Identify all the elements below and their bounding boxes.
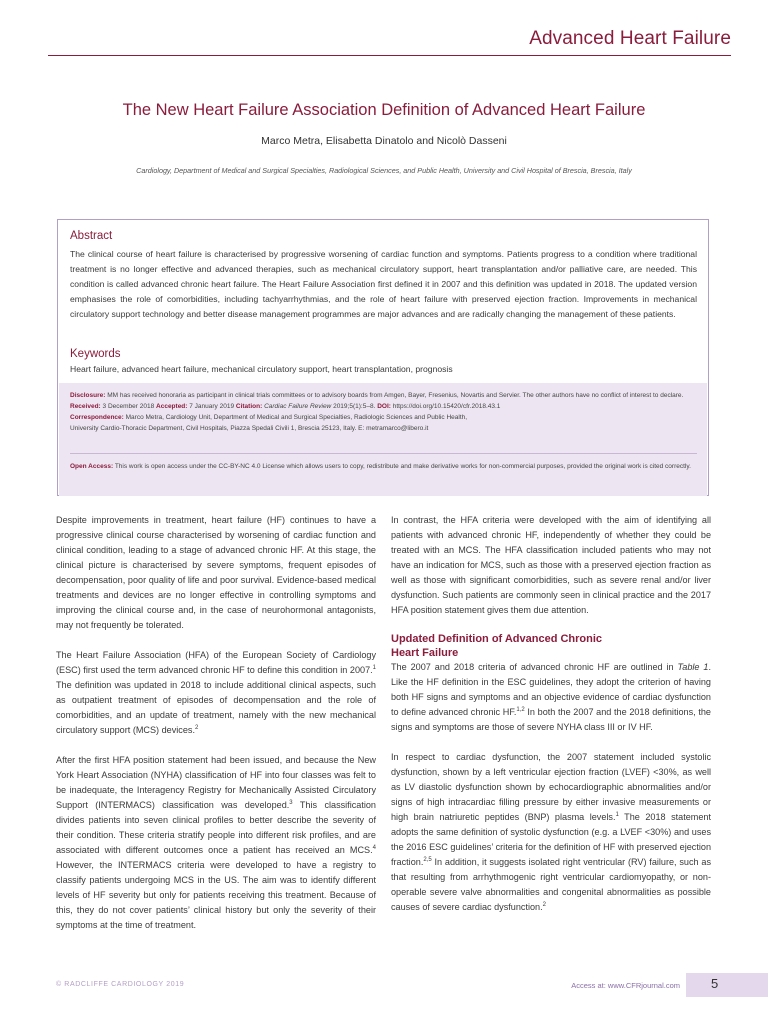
citation-text: 2019;5(1):5–8. [333, 403, 376, 410]
accepted-date: 7 January 2019 [189, 403, 235, 410]
footer-access-link[interactable]: Access at: www.CFRjournal.com [571, 981, 680, 990]
paragraph-text: In respect to cardiac dysfunction, the 2007 statement included systolic dysfunction, shown by a left ventricular ejection fraction (LVEF) <30%, as well as LV diastolic dysfunction shown by echocardiographic abnormalities and/or signs of high intracardiac filling pressure by either invasive measurements or high brain natriuretic peptides (BNP) plasma levels. [391, 752, 711, 822]
reference-marker: 3 [289, 799, 293, 806]
reference-marker: 1 [372, 664, 376, 671]
reference-marker: 1,2 [516, 706, 525, 713]
open-access-text: This work is open access under the CC-BY-NC 4.0 License which allows users to copy, redistribute and make derivative works for non-commercial purposes, provided the original work is cited correctly. [114, 463, 691, 470]
paragraph-text: After the first HFA position statement had been issued, and because the New York Heart Association (NYHA) classification of HF into four classes was felt to be inadequate, the Interagency Registry for Mechanically Assisted Circulatory Support (INTERMACS) classification was developed. [56, 755, 376, 810]
paragraph-text: . Like the HF definition in the ESC guidelines, they adopt the criterion of having both HF signs and symptoms and an objective evidence of cardiac dysfunction to define advanced chronic HF. [391, 662, 711, 717]
paragraph-text: This classification divides patients into seven clinical profiles to better describe the severity of their condition. These criteria stratify people into different risk profiles, and are associated with different outcomes once a patient has received an MCS. [56, 800, 376, 855]
paragraph-text: The Heart Failure Association (HFA) of the European Society of Cardiology (ESC) first used the term advanced chronic HF to define this condition in 2007. [56, 650, 376, 675]
correspondence-line1: Marco Metra, Cardiology Unit, Department of Medical and Surgical Specialties, Radiologic Sciences and Public Health, [125, 414, 468, 421]
body-column-right [391, 513, 711, 915]
reference-marker: 1 [615, 811, 619, 818]
paragraph: In contrast, the HFA criteria were developed with the aim of identifying all patients with advanced chronic HF, independently of whether they could be treated with an MCS. The HFA classification included patients who may not have an indication for MCS, such as those with a preserved ejection fraction as well as those with significant comorbidities, such as severe renal and/or liver dysfunction. Such patients are commonly seen in clinical practice and the 2017 HFA position statement gives them due attention. [391, 515, 711, 615]
paragraph-text: The definition was updated in 2018 to include additional clinical aspects, such as outpatient treatment of episodes of decompensation and the role of comorbidities, and an update of treatment, namely with the new mechanical circulatory support (MCS) devices. [56, 680, 376, 735]
paragraph-text: The 2007 and 2018 criteria of advanced chronic HF are outlined in [391, 662, 678, 672]
section-heading-line: Updated Definition of Advanced Chronic [391, 633, 603, 645]
article-info-panel [59, 383, 707, 496]
paragraph [56, 648, 376, 738]
dates-citation [70, 401, 697, 412]
page-number-tab [686, 973, 768, 997]
keywords-heading: Keywords [70, 348, 121, 360]
paragraph-text: In addition, it suggests isolated right ventricular (RV) failure, such as that resulting from arrhythmogenic right ventricular cardiomyopathy, or non-operable severe valve abnormalities and congenital abnormalities as possible causes of severe cardiac dysfunction. [391, 857, 711, 912]
footer-copyright: © RADCLIFFE CARDIOLOGY 2019 [56, 981, 185, 988]
abstract-box [57, 219, 709, 496]
section-heading [391, 632, 711, 660]
paragraph: Despite improvements in treatment, heart failure (HF) continues to have a progressive clinical course characterised by worsening of cardiac function and clinical condition, leading to a stage of advanced chronic HF. At this stage, the clinical picture is characterised by severe symptoms, frequent episodes of decompensation, poor quality of life and poor survival. Evidence-based medical treatments and devices are no longer effective in controlling symptoms and improving the clinical course and, in the case of neurohormonal antagonists, may not frequently be tolerated. [56, 515, 376, 630]
doi-link[interactable]: https://doi.org/10.15420/cfr.2018.43.1 [392, 403, 501, 410]
accepted-label: Accepted: [156, 403, 188, 410]
paragraph [391, 750, 711, 915]
correspondence-label: Correspondence: [70, 414, 124, 421]
abstract-text: The clinical course of heart failure is characterised by progressive worsening of cardiac function and symptoms. Patients progress to a condition where traditional treatment is no longer effective and advanced therapies, such as mechanical circulatory support, heart transplantation and/or palliative care, are needed. This condition is called advanced chronic heart failure. The Heart Failure Association first defined it in 2007 and this definition was updated in 2018. The updated version emphasises the role of comorbidities, including tachyarrhythmias, and the role of heart failure with preserved ejection fraction. Improvements in mechanical circulatory support technology and better disease management programmes are major advances and are radically changing the management of these patients. [70, 249, 697, 319]
correspondence [70, 412, 697, 423]
article-info-upper [70, 390, 697, 434]
reference-marker: 2 [542, 901, 546, 908]
citation-journal: Cardiac Failure Review [264, 403, 332, 410]
section-label: Advanced Heart Failure [529, 28, 731, 49]
body-column-left [56, 513, 376, 933]
paragraph [391, 660, 711, 735]
disclosure-label: Disclosure: [70, 392, 106, 399]
paragraph-text: The 2018 statement adopts the same definition of systolic dysfunction (e.g. a LVEF <30%) and uses the 2016 ESC guidelines’ criteria for the definition of HF with preserved ejection fraction. [391, 812, 711, 867]
received-label: Received: [70, 403, 101, 410]
correspondence-line2: University Cardio-Thoracic Department, Civil Hospitals, Piazza Spedali Civili 1, Brescia 25123, Italy. E: metramarco@libero.it [70, 425, 429, 432]
abstract-heading: Abstract [70, 230, 113, 242]
reference-marker: 2,5 [423, 856, 432, 863]
reference-marker: 4 [372, 844, 376, 851]
authors: Marco Metra, Elisabetta Dinatolo and Nicolò Dasseni [261, 135, 507, 147]
disclosure-text: MM has received honoraria as participant in clinical trials committees or to advisory boards from Amgen, Bayer, Fresenius, Novartis and Servier. The other authors have no conflict of interest to declare. [107, 392, 684, 399]
article-info-divider [70, 453, 697, 454]
article-title: The New Heart Failure Association Definition of Advanced Heart Failure [122, 101, 646, 119]
keywords-text: Heart failure, advanced heart failure, mechanical circulatory support, heart transplantation, prognosis [70, 364, 453, 374]
disclosure [70, 390, 697, 401]
page-number: 5 [711, 976, 719, 991]
open-access-label: Open Access: [70, 463, 114, 470]
received-date: 3 December 2018 [102, 403, 155, 410]
reference-marker: 2 [194, 724, 199, 731]
paragraph-text: In both the 2007 and the 2018 definitions, the signs and symptoms are those of severe NYHA class III or IV HF. [391, 707, 711, 732]
doi-label: DOI: [377, 403, 391, 410]
table-reference: Table 1 [677, 662, 709, 672]
open-access [70, 461, 697, 472]
paragraph [56, 753, 376, 933]
citation-label: Citation: [235, 403, 263, 410]
affiliation: Cardiology, Department of Medical and Surgical Specialties, Radiological Sciences, and Public Health, University and Civil Hospital of Brescia, Brescia, Italy [136, 166, 632, 175]
header-rule [48, 55, 731, 56]
section-heading-line: Heart Failure [391, 647, 459, 659]
paragraph-text: However, the INTERMACS criteria were developed to have a registry to classify patients undergoing MCS in the US. The aim was to identify different levels of HF severity but only for patients receiving this treatment. Because of this, they do not cover patients’ clinical history but only the severity of their symptoms at the time of treatment. [56, 860, 376, 930]
